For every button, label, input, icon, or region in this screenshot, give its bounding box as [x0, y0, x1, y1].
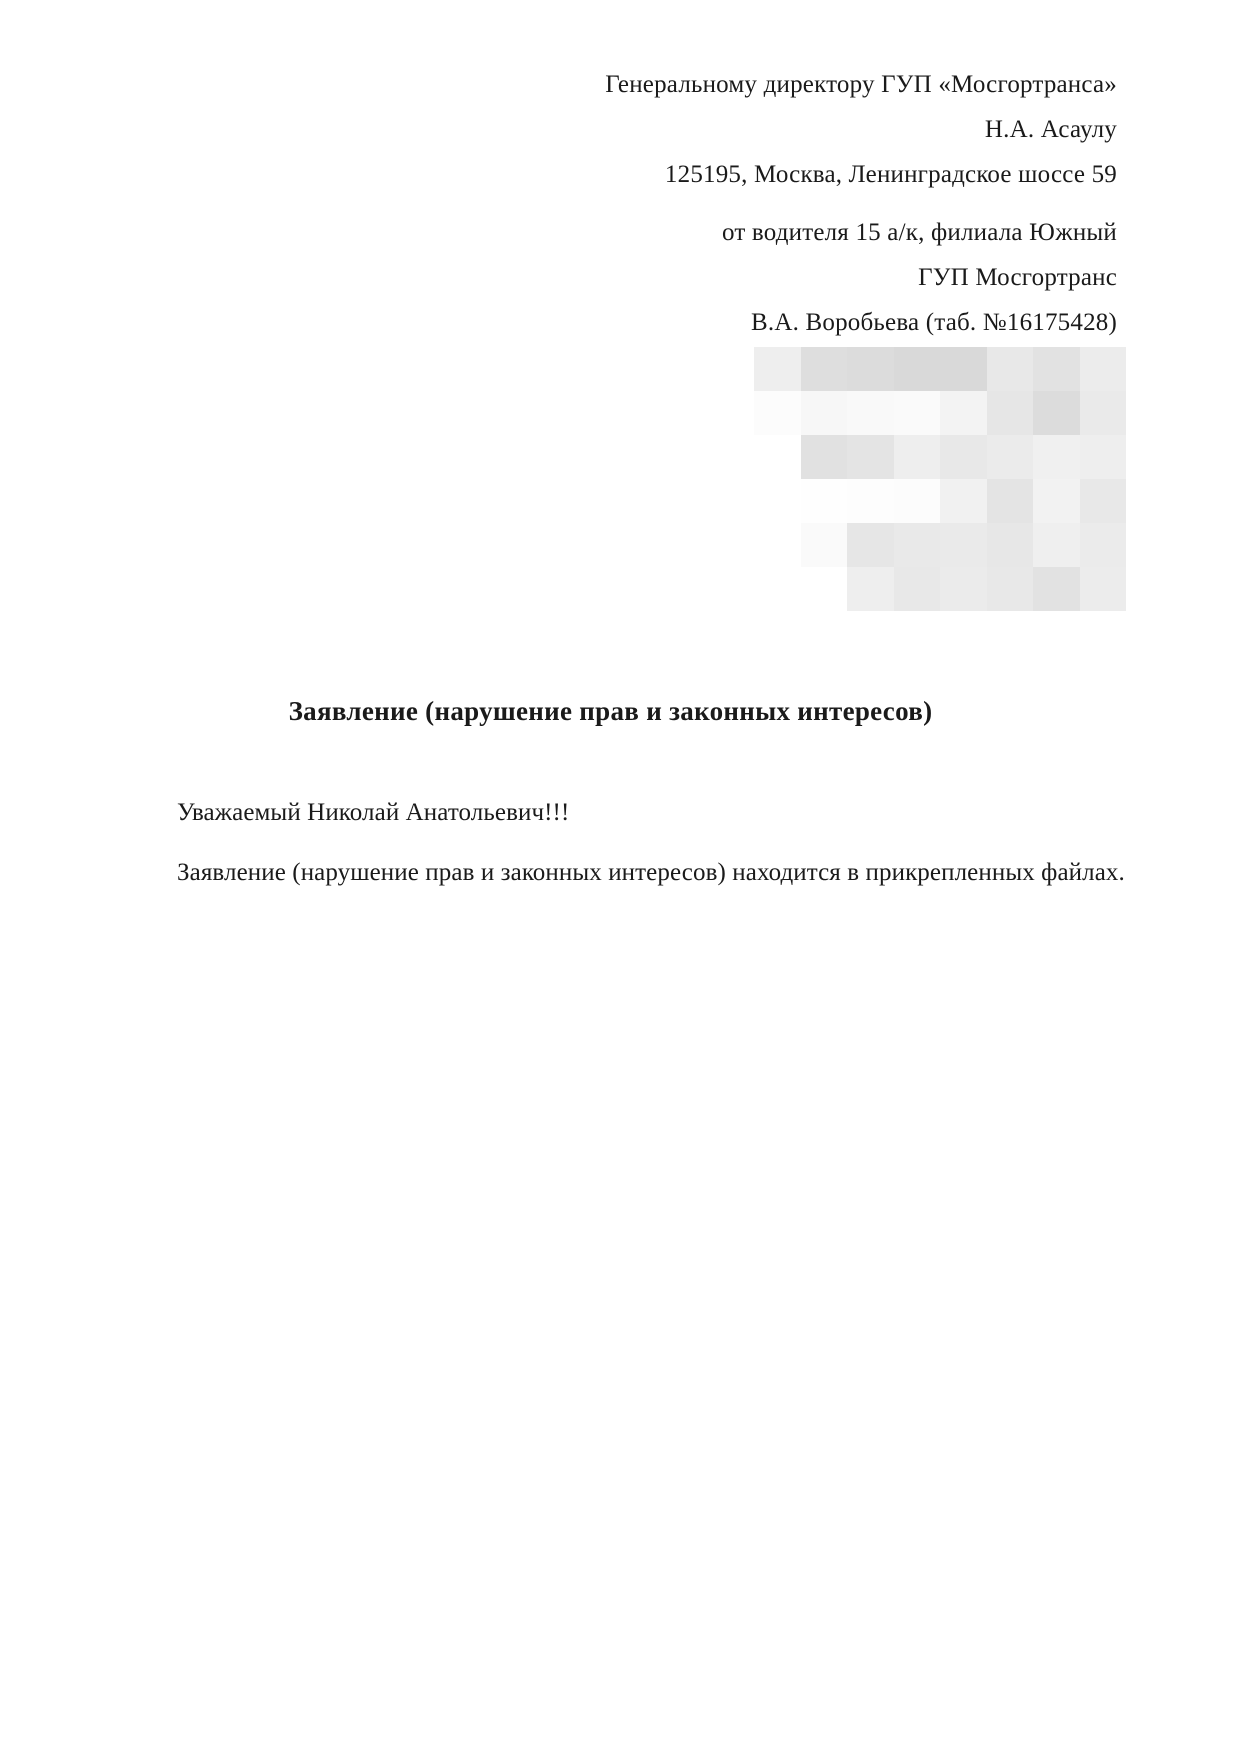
- body-paragraph: Заявление (нарушение прав и законных интересов) находится в прикрепленных файлах.: [177, 859, 1125, 886]
- sender-position: от водителя 15 а/к, филиала Южный: [721, 219, 1117, 246]
- greeting: Уважаемый Николай Анатольевич!!!: [177, 799, 570, 826]
- addressee-address: 125195, Москва, Ленинградское шоссе 59: [664, 161, 1117, 188]
- redacted-pixelated-area: [754, 347, 1126, 611]
- document-title: Заявление (нарушение прав и законных интересов): [288, 696, 933, 726]
- sender-organization: ГУП Мосгортранс: [918, 264, 1117, 291]
- sender-name: В.А. Воробьева (таб. №16175428): [751, 309, 1117, 336]
- addressee-name: Н.А. Асаулу: [984, 116, 1117, 143]
- addressee-position: Генеральному директору ГУП «Мосгортранса»: [605, 71, 1117, 98]
